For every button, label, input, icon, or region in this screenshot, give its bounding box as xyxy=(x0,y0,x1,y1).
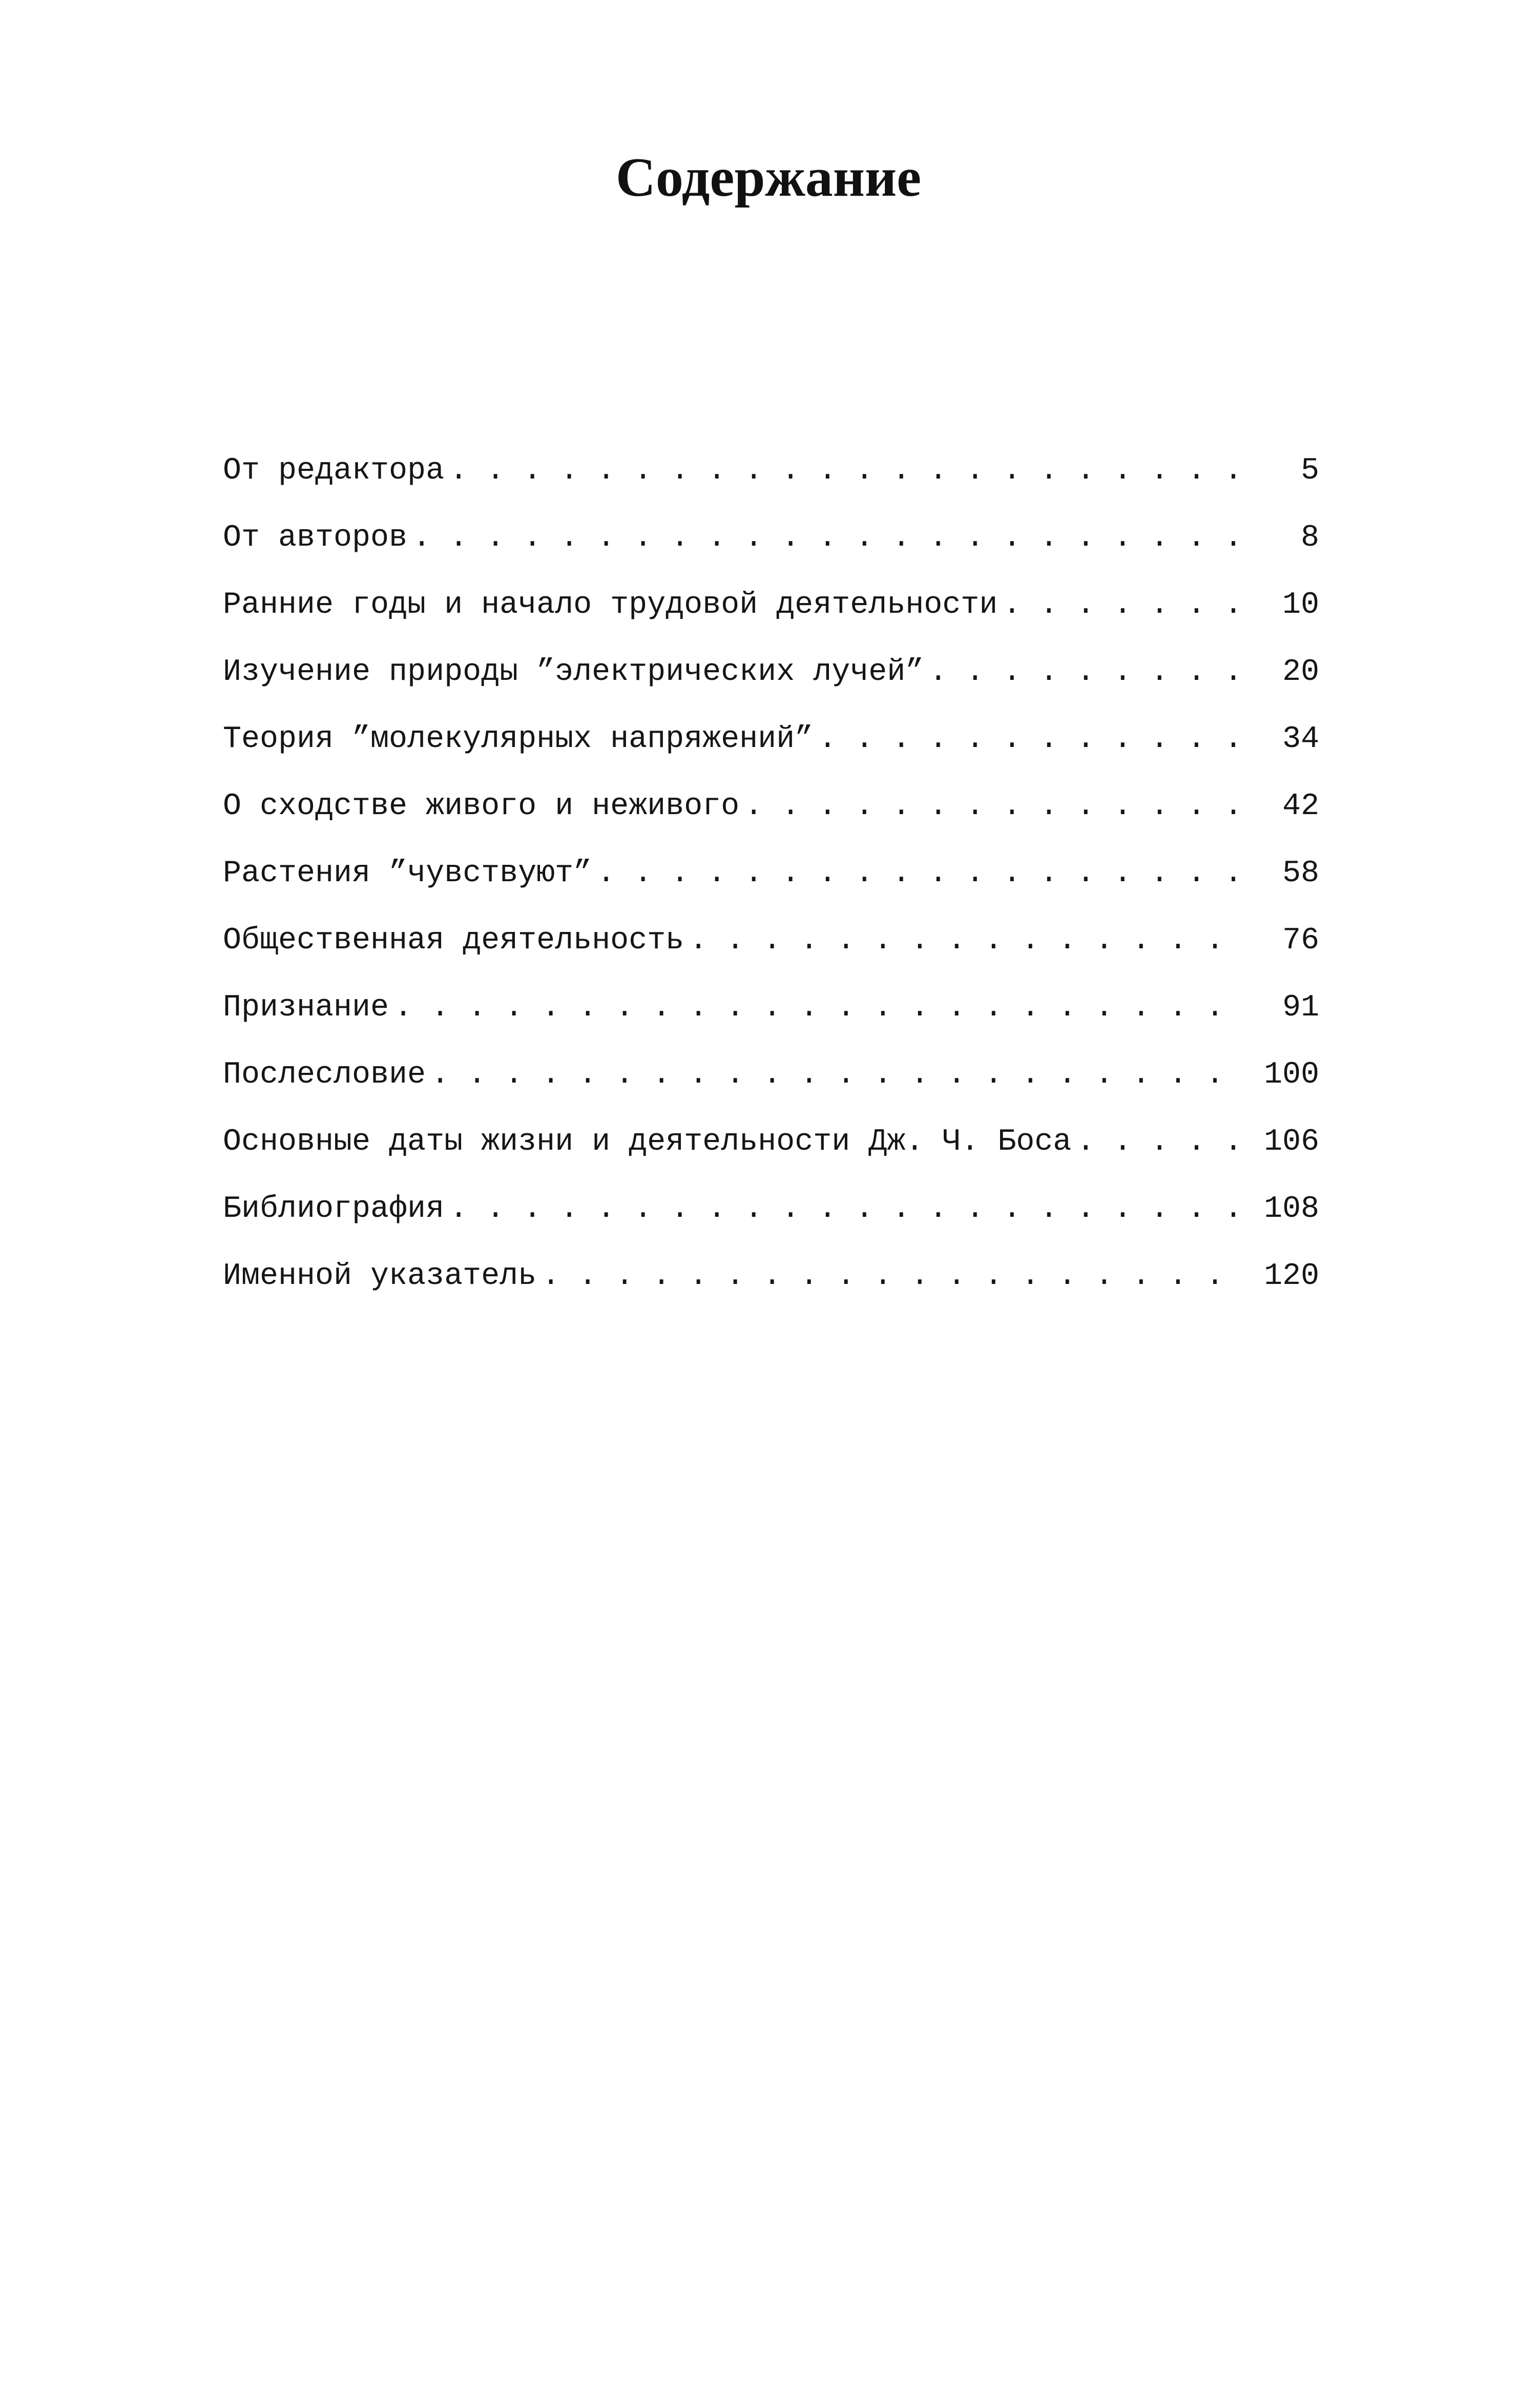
toc-entry-page: 5 xyxy=(1300,453,1319,488)
toc-entry xyxy=(223,521,1319,588)
toc-entry-page: 76 xyxy=(1282,923,1319,958)
dot-leader xyxy=(542,1259,1237,1294)
toc-entry xyxy=(223,923,1319,990)
toc-entry-title: От редактора xyxy=(223,453,445,488)
toc-entry xyxy=(223,1192,1319,1259)
toc-entry-title: От авторов xyxy=(223,521,408,555)
dot-leader xyxy=(818,722,1237,757)
toc-entry-page: 120 xyxy=(1263,1259,1319,1294)
dot-leader xyxy=(412,521,1237,555)
toc-entry-title: Признание xyxy=(223,990,389,1025)
table-of-contents xyxy=(223,453,1319,1326)
toc-entry-title: Изучение природы ”электрических лучей” xyxy=(223,655,924,690)
toc-entry-title: Послесловие xyxy=(223,1057,426,1092)
dot-leader xyxy=(744,789,1237,824)
toc-entry xyxy=(223,453,1319,521)
toc-entry-page: 10 xyxy=(1282,588,1319,622)
dot-leader xyxy=(449,1192,1237,1227)
toc-entry xyxy=(223,1057,1319,1125)
toc-entry-page: 106 xyxy=(1263,1125,1319,1159)
toc-entry xyxy=(223,722,1319,789)
toc-entry-page: 58 xyxy=(1282,856,1319,891)
toc-entry xyxy=(223,789,1319,856)
dot-leader xyxy=(1076,1125,1237,1159)
toc-entry xyxy=(223,990,1319,1057)
toc-entry-page: 20 xyxy=(1282,655,1319,690)
toc-entry-title: Именной указатель xyxy=(223,1259,537,1294)
dot-leader xyxy=(689,923,1237,958)
toc-entry-page: 108 xyxy=(1263,1192,1319,1227)
dot-leader xyxy=(449,453,1237,488)
dot-leader xyxy=(1003,588,1237,622)
toc-entry-title: Ранние годы и начало трудовой деятельности xyxy=(223,588,998,622)
toc-entry xyxy=(223,1259,1319,1326)
toc-entry-page: 8 xyxy=(1300,521,1319,555)
toc-entry xyxy=(223,655,1319,722)
toc-entry-page: 91 xyxy=(1282,990,1319,1025)
toc-entry-page: 34 xyxy=(1282,722,1319,757)
toc-entry xyxy=(223,588,1319,655)
toc-entry-title: Общественная деятельность xyxy=(223,923,684,958)
toc-entry-page: 42 xyxy=(1282,789,1319,824)
toc-entry xyxy=(223,1125,1319,1192)
dot-leader xyxy=(597,856,1237,891)
page-title: Содержание xyxy=(615,147,922,208)
toc-entry-title: Растения ”чувствуют” xyxy=(223,856,592,891)
toc-entry-title: О сходстве живого и неживого xyxy=(223,789,740,824)
toc-entry-title: Теория ”молекулярных напряжений” xyxy=(223,722,814,757)
dot-leader xyxy=(394,990,1237,1025)
dot-leader xyxy=(929,655,1237,690)
toc-entry-title: Основные даты жизни и деятельности Дж. Ч. Боса xyxy=(223,1125,1072,1159)
toc-entry xyxy=(223,856,1319,923)
dot-leader xyxy=(431,1057,1237,1092)
toc-entry-title: Библиография xyxy=(223,1192,445,1227)
toc-entry-page: 100 xyxy=(1263,1057,1319,1092)
